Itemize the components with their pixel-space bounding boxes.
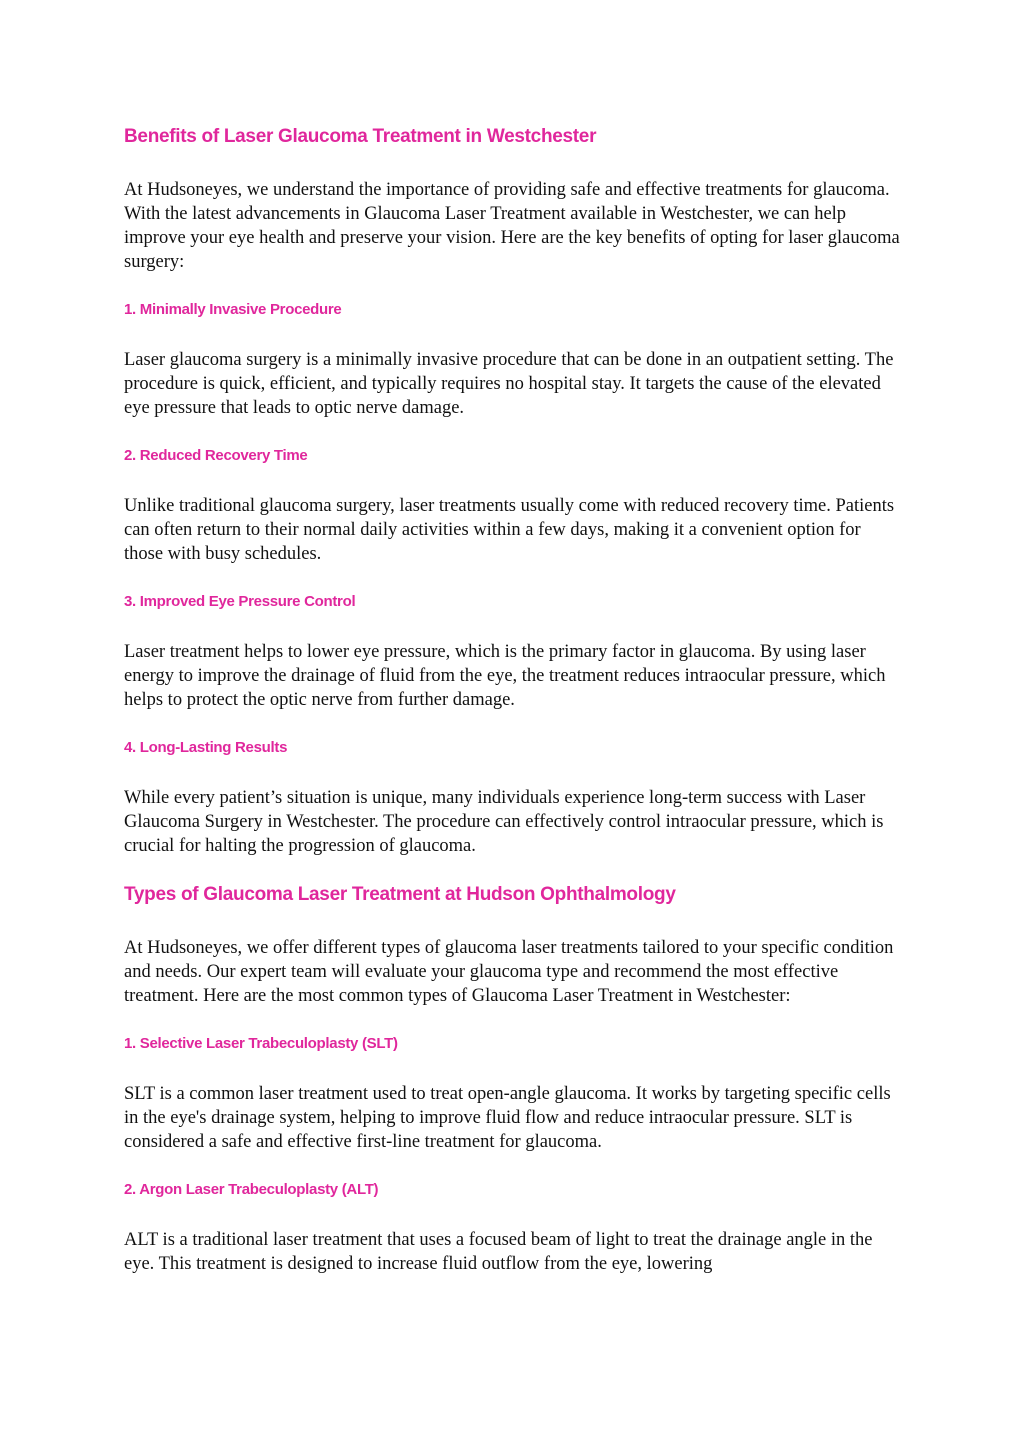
subheading-eye-pressure-control: 3. Improved Eye Pressure Control [124, 593, 356, 610]
paragraph-minimally-invasive: Laser glaucoma surgery is a minimally invasive procedure that can be done in an outpatient setting. The procedure is quick, efficient, and typically requires no hospital stay. It targets the cause of the elevated eye pressure that leads to optic nerve damage. [124, 350, 894, 418]
section-title-benefits: Benefits of Laser Glaucoma Treatment in Westchester [124, 126, 597, 147]
section-intro-types: At Hudsoneyes, we offer different types of glaucoma laser treatments tailored to your specific condition and needs. Our expert team will evaluate your glaucoma type and recommend the most effective treatment. Here are the most common types of Glaucoma Laser Treatment in Westchester: [124, 938, 894, 1006]
paragraph-eye-pressure-control: Laser treatment helps to lower eye pressure, which is the primary factor in glaucoma. By using laser energy to improve the drainage of fluid from the eye, the treatment reduces intraocular pressure, which helps to protect the optic nerve from further damage. [124, 642, 886, 710]
subheading-slt: 1. Selective Laser Trabeculoplasty (SLT) [124, 1035, 398, 1052]
document-content [124, 124, 904, 1276]
paragraph-long-lasting-results: While every patient’s situation is unique, many individuals experience long-term success with Laser Glaucoma Surgery in Westchester. The procedure can effectively control intraocular pressure, which is crucial for halting the progression of glaucoma. [124, 788, 884, 856]
paragraph-reduced-recovery: Unlike traditional glaucoma surgery, laser treatments usually come with reduced recovery time. Patients can often return to their normal daily activities within a few days, making it a convenient option for those with busy schedules. [124, 496, 895, 564]
section-intro-benefits: At Hudsoneyes, we understand the importance of providing safe and effective treatments for glaucoma. With the latest advancements in Glaucoma Laser Treatment available in Westchester, we can help improve your eye health and preserve your vision. Here are the key benefits of opting for laser glaucoma surgery: [124, 180, 900, 272]
subheading-long-lasting-results: 4. Long-Lasting Results [124, 739, 288, 756]
paragraph-alt: ALT is a traditional laser treatment that uses a focused beam of light to treat the drainage angle in the eye. This treatment is designed to increase fluid outflow from the eye, lowering [124, 1230, 873, 1274]
section-title-types: Types of Glaucoma Laser Treatment at Hudson Ophthalmology [124, 884, 676, 905]
subheading-alt: 2. Argon Laser Trabeculoplasty (ALT) [124, 1181, 379, 1198]
paragraph-slt: SLT is a common laser treatment used to treat open-angle glaucoma. It works by targeting specific cells in the eye's drainage system, helping to improve fluid flow and reduce intraocular pressure. SLT is considered a safe and effective first-line treatment for glaucoma. [124, 1084, 891, 1152]
subheading-reduced-recovery: 2. Reduced Recovery Time [124, 447, 308, 464]
subheading-minimally-invasive: 1. Minimally Invasive Procedure [124, 301, 342, 318]
